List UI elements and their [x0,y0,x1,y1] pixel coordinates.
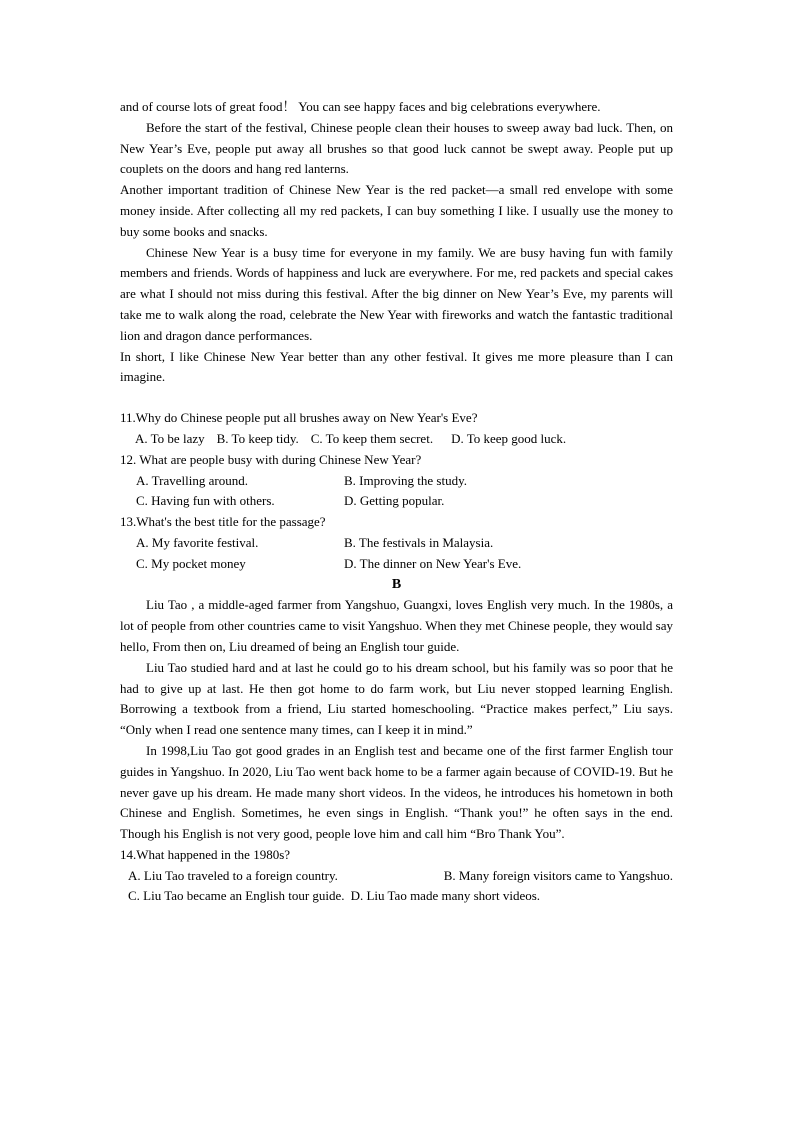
document-page [120,97,673,907]
option-c[interactable]: C. To keep them secret. [310,430,434,446]
question-11 [120,408,673,450]
passage-a-paragraph-5: In short, I like Chinese New Year better than any other festival. It gives me more pleasure than I can imagine. [120,348,673,385]
option-d[interactable]: D. Liu Tao made many short videos. [350,888,541,904]
option-b[interactable]: B. Improving the study. [344,472,468,488]
option-c[interactable]: C. Liu Tao became an English tour guide. [128,888,345,904]
option-c[interactable]: C. Having fun with others. [136,493,275,509]
question-options [120,886,673,907]
option-a[interactable]: A. Travelling around. [136,472,248,488]
question-12 [120,450,673,512]
question-stem: 13.What's the best title for the passage? [120,514,326,530]
question-stem: 14.What happened in the 1980s? [120,846,291,862]
option-d[interactable]: D. Getting popular. [344,493,445,509]
passage-b-paragraph-1: Liu Tao , a middle-aged farmer from Yangshuo, Guangxi, loves English very much. In the 1980s, a lot of people from other countries came to visit Yangshuo. When they met Chinese people, they would say hello, From then on, Liu dreamed of being an English tour guide. [120,597,673,654]
option-a[interactable]: A. My favorite festival. [136,534,259,550]
spacer [120,388,673,408]
passage-b-paragraph-3: In 1998,Liu Tao got good grades in an English test and became one of the first farmer English tour guides in Yangshuo. In 2020, Liu Tao went back home to be a farmer again because of COVID-19. But he never gave up his dream. He made many short videos. In the videos, he introduces his hometown in both Chinese and English. Sometimes, he even sings in English. “Thank you!” he often says in the end. Though his English is not very good, people love him and call him “Bro Thank You”. [120,742,673,842]
passage-a-paragraph-3: Another important tradition of Chinese New Year is the red packet—a small red envelope with some money inside. After collecting all my red packets, I can buy something I like. I usually use the money to buy some books and snacks. [120,182,673,239]
question-options [120,471,673,513]
option-b[interactable]: B. Many foreign visitors came to Yangshuo. [443,867,673,883]
question-stem: 11.Why do Chinese people put all brushes away on New Year's Eve? [120,410,478,426]
passage-a-paragraph-1: and of course lots of great food！ You can see happy faces and big celebrations everywhere. [120,99,601,114]
option-b[interactable]: B. To keep tidy. [216,430,299,446]
option-d[interactable]: D. To keep good luck. [451,430,567,446]
passage-b-paragraph-2: Liu Tao studied hard and at last he could go to his dream school, but his family was so poor that he had to give up at last. He then got home to do farm work, but Liu never stopped learning English. Borrowing a textbook from a friend, Liu started homeschooling. “Practice makes perfect,” Liu says. “Only when I read one sentence many times, can I keep it in mind.” [120,659,673,738]
question-14 [120,845,673,907]
question-options [120,429,673,450]
question-13 [120,512,673,574]
question-options [120,533,673,575]
passage-a-paragraph-4: Chinese New Year is a busy time for everyone in my family. We are busy having fun with family members and friends. Words of happiness and luck are everywhere. For me, red packets and special cakes are what I should not miss during this festival. After the big dinner on New Year’s Eve, my parents will take me to walk along the road, celebrate the New Year with fireworks and watch the fantastic traditional lion and dragon dance performances. [120,244,673,343]
passage-a-paragraph-2: Before the start of the festival, Chinese people clean their houses to sweep away bad luck. Then, on New Year’s Eve, people put away all brushes so that good luck cannot be swept away. People put up couplets on the doors and hang red lanterns. [120,119,673,177]
option-d[interactable]: D. The dinner on New Year's Eve. [344,555,522,571]
question-stem: 12. What are people busy with during Chinese New Year? [120,451,422,467]
question-options [120,866,673,887]
option-b[interactable]: B. The festivals in Malaysia. [344,534,494,550]
option-a[interactable]: A. Liu Tao traveled to a foreign country. [128,867,338,883]
option-a[interactable]: A. To be lazy [135,430,205,446]
option-c[interactable]: C. My pocket money [136,555,246,571]
section-b-heading: B [391,576,402,592]
